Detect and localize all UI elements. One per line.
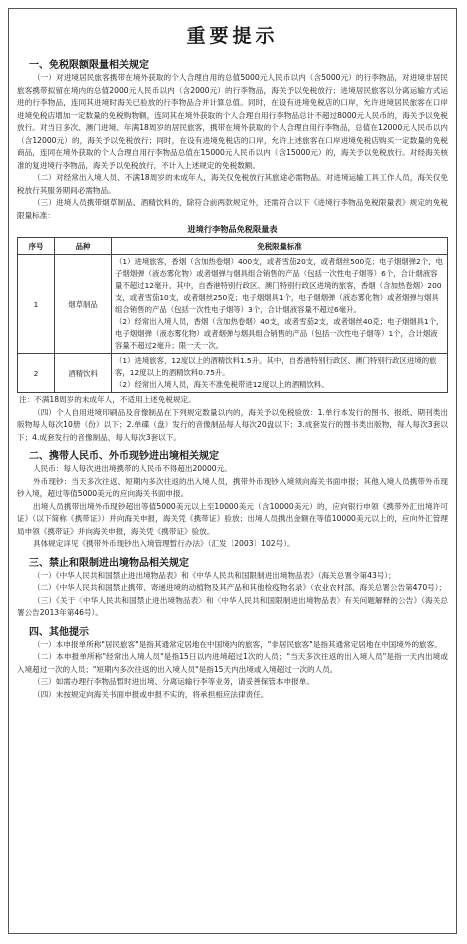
limit-line: （2）经常出入境人员，香烟（含加热卷烟）40支，或者雪茄2支，或者烟丝40克；电子烟烟具1个，电子烟烟弹（液态雾化物）或者烟弹与烟具组合销售的产品（包括一次性电子烟等）1个，合计烟液容量不超过2毫升；限一天一次。 [115,317,444,350]
section-title-other: 四、其他提示 [29,626,89,638]
paragraph: （四）未按规定向海关书面申报或申报不实的，将承担相应法律责任。 [33,689,269,699]
paragraph: （三）《关于〈中华人民共和国禁止进出境物品表〉和〈中华人民共和国限制进出境物品表〉有关问题解释的公告》（海关总署公告2013年第46号）。 [17,595,448,617]
paragraph: 具体规定详见《携带外币现钞出入境管理暂行办法》（汇发〔2003〕102号）。 [33,539,295,548]
header-cell: 序号 [18,238,55,255]
paragraph: 人民币：每人每次进出境携带的人民币不得超出20000元。 [33,464,232,473]
paragraph: （二）本申报单所称"经常出入境人员"是指15日以内进境超过1次的人员；"当天多次往返的出入境人员"是指一天内出境或入境超过一次的人员；"短期内多次往返的出入境人员"是指15天内出境或入境超过一次的人员。 [17,652,448,674]
row-number: 1 [18,255,55,354]
paragraph: （一）本申报单所称"居民旅客"是指其通常定居地在中国境内的旅客，"非居民旅客"是指其通常定居地在中国境外的旅客。 [33,639,442,649]
paragraph: （二）《中华人民共和国禁止携带、寄递进境的动植物及其产品和其他检疫物名录》（农业农村部、海关总署公告第470号）； [33,583,447,592]
paragraph: （一）《中华人民共和国禁止进出境物品表》和《中华人民共和国限制进出境物品表》（海关总署令第43号）； [33,570,396,580]
paragraph: （二）对经常出入境人员、不满18周岁的未成年人，海关仅免税放行其旅途必需物品。对进境运输工具工作人员，海关仅免税放行其服务期间必需物品。 [17,173,448,195]
limit-line: （1）进境旅客，12度以上的酒精饮料1.5升。其中，自香港特别行政区、澳门特别行政区进境的旅客，12度以上的酒精饮料0.75升。 [115,356,437,377]
duty-free-limits-table [17,237,448,393]
paragraph: （一）对进境居民旅客携带在境外获取的个人合理自用的总值5000元人民币以内（含5000元）的行李物品，对进境非居民旅客携带拟留在境内的总值2000元人民币以内（含2000元）的行李物品，海关予以免税放行；进境居民旅客以分离运输方式运进的行李物品，连同其进境时海关已验放的行李物品合并计算总值。同时，在设有进境免税店的口岸，允许进境居民旅客在口岸进境免税店增加一定数量的免税购物额，连同其在境外获取的个人合理自用行李物品总计不超过8000元人民币的，海关予以免税放行。对当日多次、澳门进境、年满18周岁的居民旅客，携带在境外获取的个人合理自用行李物品，总值在12000元人民币以内（含12000元）的，海关予以免税放行；同时，在设有进境免税店的口岸，允许上述旅客在口岸进境免税店购买一定数量的免税商品，连同在境外获取的个人合理自用行李物品总值在15000元人民币以内（含15000元）的，海关予以免税放行。对经海关核准的复进境行李物品，海关予以免税放行，不计入上述规定的免税数额。 [17,73,448,170]
table-caption: 进境行李物品免税限量表 [187,224,278,234]
limit-standard [112,255,448,354]
item-name: 酒精饮料 [55,354,112,393]
limit-line: （2）经常出入境人员，海关不准免税带进12度以上的酒精饮料。 [115,380,329,389]
section-title-prohibited: 三、禁止和限制进出境物品相关规定 [29,557,189,569]
table-row [18,354,448,393]
paragraph: 外币现钞：当天多次往返、短期内多次往返的出入境人员，携带外币现钞入境须向海关书面申报；其他入境人员携带外币现钞入境，超过等值5000美元的应向海关书面申报。 [17,476,448,498]
table-note: 注：不满18周岁的未成年人，不适用上述免税规定。 [19,395,196,404]
paragraph: （三）进境人员携带烟草制品、酒精饮料的，除符合前两款规定外，还需符合以下《进境行李物品免税限量表》规定的免税限量标准： [17,198,448,220]
notice-sheet [8,8,457,934]
row-number: 2 [18,354,55,393]
page-title: 重要提示 [186,25,279,47]
table-row [18,255,448,354]
limit-line: （1）进境旅客，香烟（含加热卷烟）400支，或者雪茄20支，或者烟丝500克；电子烟烟弹2个，电子烟烟弹（液态雾化物）或者烟弹与烟具组合销售的产品（包括一次性电子烟等）6个，合计烟液容量不超过12毫升。其中，自香港特别行政区、澳门特别行政区进境的旅客，香烟（含加热卷烟）200支，或者雪茄10支，或者烟丝250克；电子烟烟具1个，电子烟烟弹（液态雾化物）或者烟弹与烟具组合销售的产品（包括一次性电子烟等）3个，合计烟液容量不超过6毫升。 [115,257,443,314]
paragraph: （三）如需办理行李物品暂时进出境、分离运输行李等业务，请妥善保管本申报单。 [33,677,314,686]
item-name: 烟草制品 [55,255,112,354]
paragraph: 出境人员携带出境外币现钞超出等值5000美元以上至10000美元（含10000美元）的，应向银行申领《携带外汇出境许可证》（以下简称《携带证》）并向海关申报，海关凭《携带证》验放；出境人员携出金额在等值10000美元以上的，应向外汇管理局申领《携带证》并向海关申报，海关凭《携带证》验放。 [17,501,448,536]
header-cell: 免税限量标准 [112,238,448,255]
section-title-currency: 二、携带人民币、外币现钞进出境相关规定 [29,451,219,462]
paragraph: （四）个人自用进境印刷品及音像制品在下列规定数量以内的，海关予以免税验放：1.单行本发行的图书、报纸、期刊类出版物每人每次10册（份）以下；2.单碟（盘）发行的音像制品每人每次20盘以下；3.成套发行的图书类出版物，每人每次3套以下；4.成套发行的音像制品，每人每次3套以下。 [17,407,448,442]
table-header-row [18,238,448,255]
header-cell: 品种 [55,238,112,255]
section-title-duty-free: 一、免税限额限量相关规定 [29,60,149,71]
limit-standard [112,354,448,393]
